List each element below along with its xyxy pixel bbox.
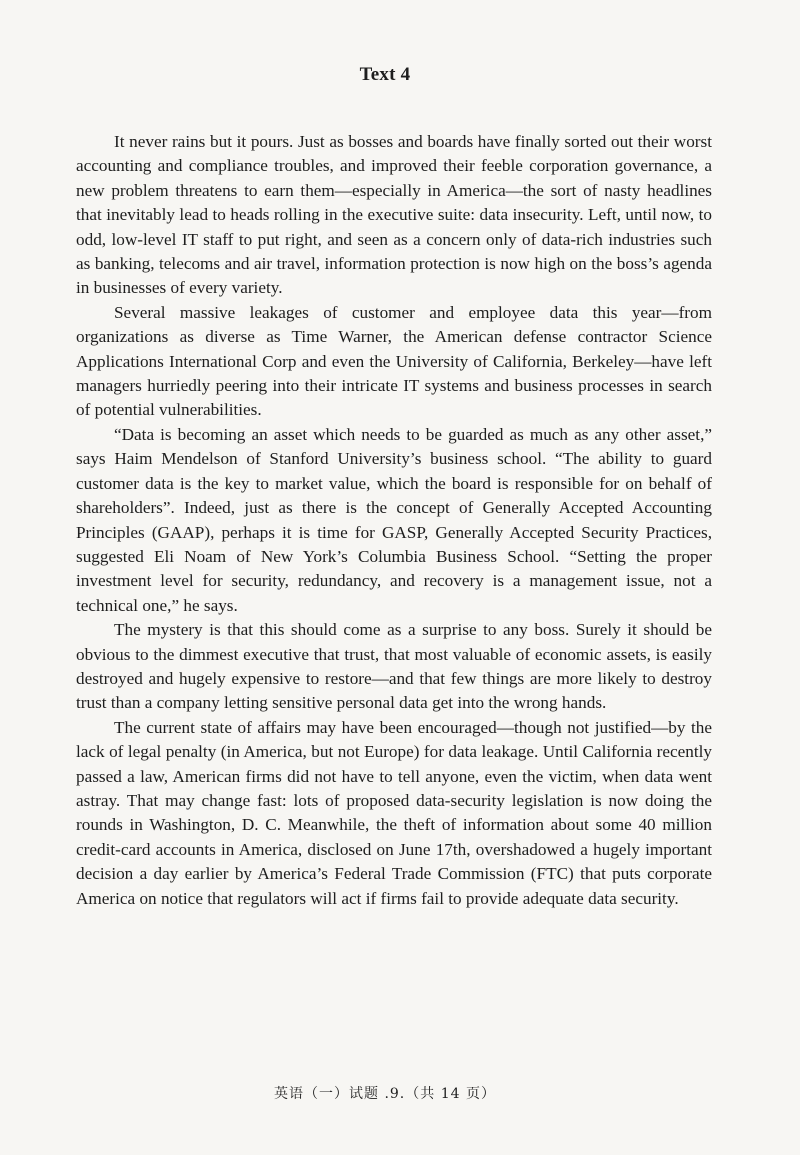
paragraph-2: Several massive leakages of customer and employee data this year—from organizations as diverse as Time Warner, the American defense contractor Science Applications International Corp and even the University of California, Berkeley—have left managers hurriedly peering into their intricate IT systems and business processes in search of potential vulnerabilities. [76, 302, 712, 420]
paragraph-4: The mystery is that this should come as a surprise to any boss. Surely it should be obvious to the dimmest executive that trust, that most valuable of economic assets, is easily destroyed and hugely expensive to restore—and that few things are more likely to destroy trust than a company letting sensitive personal data get into the wrong hands. [76, 620, 712, 713]
paragraph-5: The current state of affairs may have been encouraged—though not justified—by the lack of legal penalty (in America, but not Europe) for data leakage. Until California recently passed a law, American firms did not have to tell anyone, even the victim, when data went astray. That may change fast: lots of proposed data-security legislation is now doing the rounds in Washington, D. C. Meanwhile, the theft of information about some 40 million credit-card accounts in America, disclosed on June 17th, overshadowed a hugely important decision a day earlier by America’s Federal Trade Commission (FTC) that puts corporate America on notice that regulators will act if firms fail to provide adequate data security. [76, 717, 712, 908]
passage-body [76, 130, 712, 911]
page-footer: 英语（一）试题 .9.（共 14 页） [274, 1086, 496, 1102]
page-title: Text 4 [359, 64, 411, 85]
paragraph-1: It never rains but it pours. Just as bosses and boards have finally sorted out their worst accounting and compliance troubles, and improved their feeble corporation governance, a new problem threatens to earn them—especially in America—the sort of nasty headlines that inevitably lead to heads rolling in the executive suite: data insecurity. Left, until now, to odd, low-level IT staff to put right, and seen as a concern only of data-rich industries such as banking, telecoms and air travel, information protection is now high on the boss’s agenda in businesses of every variety. [76, 132, 712, 298]
paragraph-3: “Data is becoming an asset which needs to be guarded as much as any other asset,” says Haim Mendelson of Stanford University’s business school. “The ability to guard customer data is the key to market value, which the board is responsible for on behalf of shareholders”. Indeed, just as there is the concept of Generally Accepted Accounting Principles (GAAP), perhaps it is time for GASP, Generally Accepted Security Practices, suggested Eli Noam of New York’s Columbia Business School. “Setting the proper investment level for security, redundancy, and recovery is a management issue, not a technical one,” he says. [76, 424, 712, 615]
